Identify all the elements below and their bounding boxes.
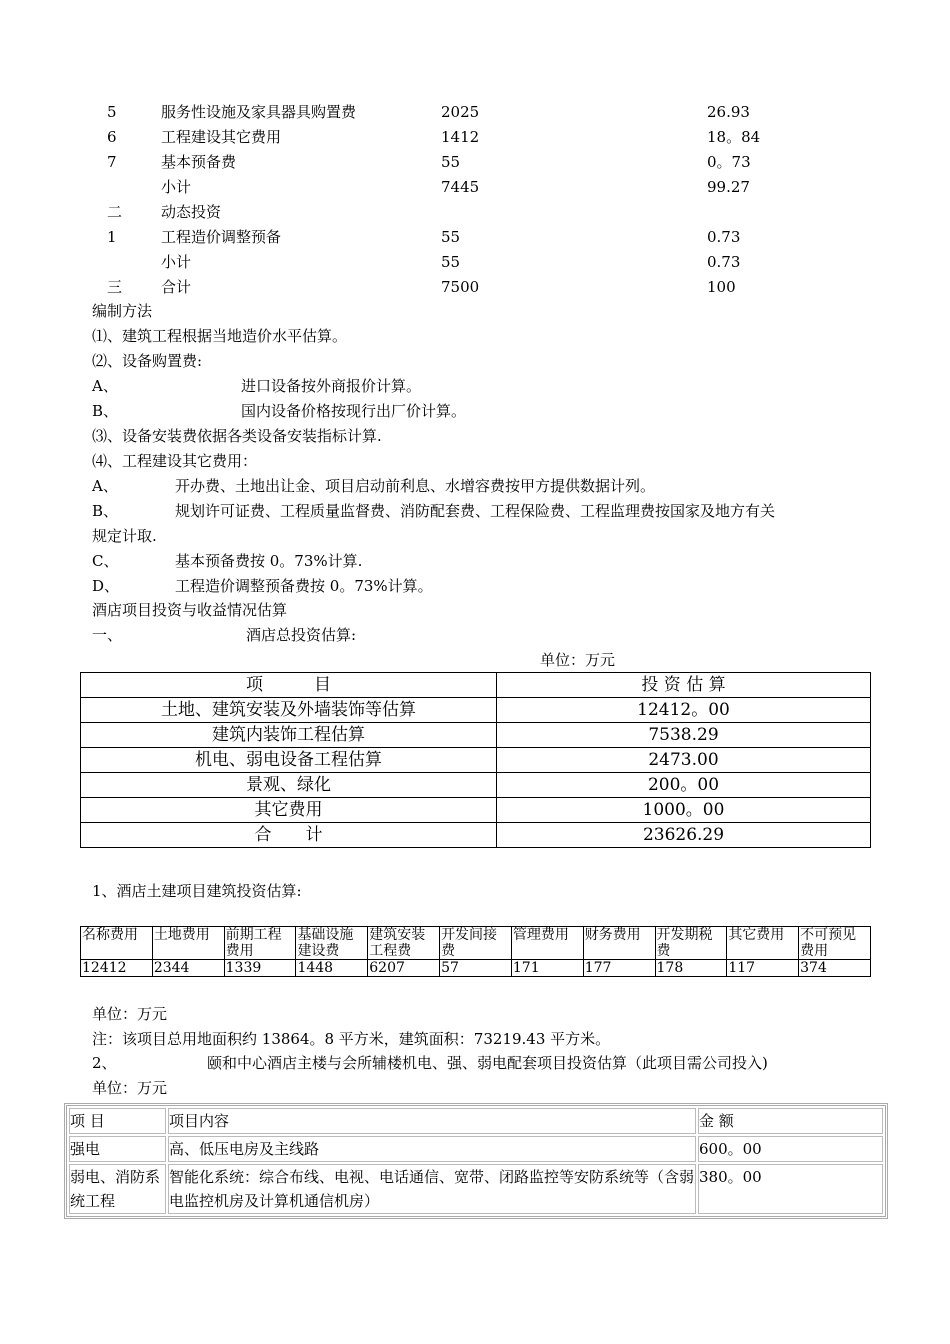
column-header: 前期工程费用 [224,927,296,960]
table-cell: 1339 [224,960,296,977]
table-row [81,798,871,823]
column-header: 土地费用 [152,927,224,960]
column-header-amount: 金 额 [698,1108,883,1134]
cell-value: 1000。00 [497,798,871,823]
row-percent: 0.73 [707,228,741,246]
budget-row [0,176,950,201]
row-name: 小计 [161,253,192,271]
cell-item: 土地、建筑安装及外墙装饰等估算 [81,698,497,723]
table-cell: 12412 [81,960,153,977]
cell-amount: 380。00 [698,1164,883,1214]
method-item-4c-label: C、 [92,552,119,570]
column-header-item: 项 目 [81,673,497,698]
column-header: 开发期税费 [655,927,727,960]
unit-label: 单位：万元 [540,651,616,669]
column-header-content: 项目内容 [168,1108,696,1134]
cell-value: 2473.00 [497,748,871,773]
column-header: 财务费用 [583,927,655,960]
row-percent: 0.73 [707,253,741,271]
row-name: 合计 [161,278,192,296]
row-amount: 55 [441,253,461,271]
budget-row [0,101,950,126]
total-investment-table [80,672,871,848]
method-item-4d-text: 工程造价调整预备费按 0。73%计算。 [175,577,433,595]
row-percent: 26.93 [707,103,750,121]
cell-item: 弱电、消防系统工程 [69,1164,166,1214]
table-row [81,960,871,977]
cell-item: 机电、弱电设备工程估算 [81,748,497,773]
method-item-4a-label: A、 [92,477,118,495]
budget-row [0,201,950,226]
method-heading: 编制方法 [92,302,153,320]
budget-row [0,151,950,176]
table-cell: 1448 [296,960,368,977]
row-number: 7 [107,153,117,171]
column-header: 基础设施建设费 [296,927,368,960]
row-amount: 55 [441,153,461,171]
table-row [81,823,871,848]
row-number: 1 [107,228,117,246]
method-item-4c-text: 基本预备费按 0。73%计算. [175,552,363,570]
method-item-2a-label: A、 [92,377,118,395]
area-note: 注：该项目总用地面积约 13864。8 平方米，建筑面积：73219.43 平方米。 [92,1030,611,1048]
budget-row [0,226,950,251]
row-amount: 55 [441,228,461,246]
row-percent: 0。73 [707,153,751,171]
table-cell: 374 [799,960,871,977]
method-item-4b-label: B、 [92,502,119,520]
column-header: 建筑安装工程费 [368,927,440,960]
method-item-2a-text: 进口设备按外商报价计算。 [241,377,422,395]
table-cell: 6207 [368,960,440,977]
column-header-estimate: 投 资 估 算 [497,673,871,698]
table-row [81,748,871,773]
row-number: 5 [107,103,117,121]
row-name: 工程建设其它费用 [161,128,282,146]
row-name: 小计 [161,178,192,196]
row-percent: 100 [707,278,736,296]
cell-item: 强电 [69,1136,166,1162]
row-amount: 1412 [441,128,480,146]
row-name: 基本预备费 [161,153,237,171]
row-amount: 2025 [441,103,480,121]
method-item-2b-text: 国内设备价格按现行出厂价计算。 [241,402,467,420]
cell-item: 其它费用 [81,798,497,823]
cell-item: 景观、绿化 [81,773,497,798]
budget-row [0,126,950,151]
column-header: 管理费用 [511,927,583,960]
row-name: 动态投资 [161,203,222,221]
table-row [81,698,871,723]
cell-content: 智能化系统：综合布线、电视、电话通信、宽带、闭路监控等安防系统等（含弱电监控机房及计算机通信机房） [168,1164,696,1214]
table-header-row [81,673,871,698]
section-2-label: 2、 [92,1054,117,1072]
table-header-row [81,927,871,960]
column-header: 其它费用 [727,927,799,960]
table-cell: 57 [440,960,512,977]
table-cell: 178 [655,960,727,977]
section-1-title: 酒店总投资估算: [246,626,357,644]
table-cell: 171 [511,960,583,977]
method-item-2: ⑵、设备购置费: [92,352,203,370]
cell-item: 建筑内装饰工程估算 [81,723,497,748]
method-item-4b-text: 规划许可证费、工程质量监督费、消防配套费、工程保险费、工程监理费按国家及地方有关 [175,502,776,520]
civil-title: 1、酒店土建项目建筑投资估算: [92,882,302,900]
unit-label: 单位：万元 [92,1005,168,1023]
cell-value: 200。00 [497,773,871,798]
cell-content: 高、低压电房及主线路 [168,1136,696,1162]
budget-row [0,276,950,301]
row-name: 服务性设施及家具器具购置费 [161,103,357,121]
method-item-4a-text: 开办费、土地出让金、项目启动前利息、水增容费按甲方提供数据计列。 [175,477,656,495]
table-row [81,723,871,748]
budget-row [0,251,950,276]
row-percent: 99.27 [707,178,750,196]
row-number: 6 [107,128,117,146]
section-1-label: 一、 [92,626,123,644]
unit-label: 单位：万元 [92,1079,168,1097]
method-item-4d-label: D、 [92,577,120,595]
row-number: 三 [107,278,123,296]
cell-amount: 600。00 [698,1136,883,1162]
method-item-4: ⑷、工程建设其它费用： [92,452,258,470]
method-item-4b-continued: 规定计取. [92,527,157,545]
cell-value: 7538.29 [497,723,871,748]
cell-value: 12412。00 [497,698,871,723]
table-cell: 177 [583,960,655,977]
mep-investment-table [64,1103,888,1219]
row-name: 工程造价调整预备 [161,228,282,246]
column-header: 开发间接费 [440,927,512,960]
hotel-title: 酒店项目投资与收益情况估算 [92,601,288,619]
table-header-row [69,1108,883,1134]
cell-value: 23626.29 [497,823,871,848]
row-number: 二 [107,203,123,221]
row-amount: 7500 [441,278,480,296]
column-header: 名称费用 [81,927,153,960]
method-item-1: ⑴、建筑工程根据当地造价水平估算。 [92,327,348,345]
method-item-2b-label: B、 [92,402,119,420]
table-row [81,773,871,798]
column-header: 不可预见费用 [799,927,871,960]
section-2-title: 颐和中心酒店主楼与会所辅楼机电、强、弱电配套项目投资估算（此项目需公司投入) [207,1054,768,1072]
cell-item: 合 计 [81,823,497,848]
row-amount: 7445 [441,178,480,196]
column-header-item: 项 目 [69,1108,166,1134]
table-row [69,1136,883,1162]
table-row [69,1164,883,1214]
table-cell: 117 [727,960,799,977]
row-percent: 18。84 [707,128,761,146]
civil-investment-table [80,926,871,977]
method-item-3: ⑶、设备安装费依据各类设备安装指标计算. [92,427,382,445]
table-cell: 2344 [152,960,224,977]
